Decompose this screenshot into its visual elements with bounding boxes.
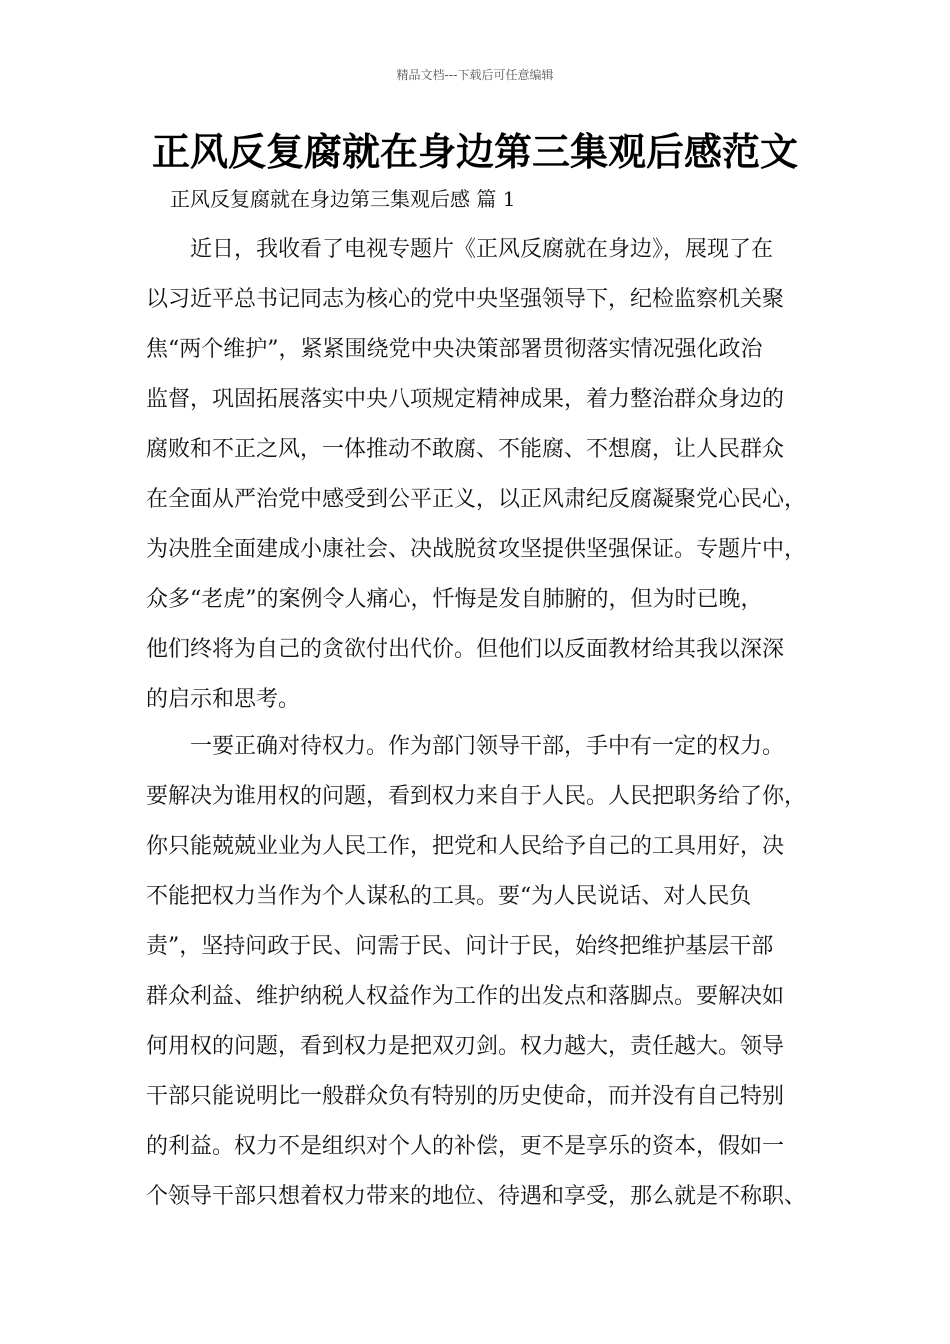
header-note: 精品文档---下载后可任意编辑 xyxy=(396,68,554,82)
paragraph-line: 责”，坚持问政于民、问需于民、问计于民，始终把维护基层干部 xyxy=(146,934,774,959)
document-title: 正风反复腐就在身边第三集观后感范文 xyxy=(151,129,798,174)
paragraph-line: 为决胜全面建成小康社会、决战脱贫攻坚提供坚强保证。专题片中， xyxy=(146,537,807,562)
paragraph-line: 以习近平总书记同志为核心的党中央坚强领导下，纪检监察机关聚 xyxy=(146,287,785,312)
paragraph-line: 不能把权力当作为个人谋私的工具。要“为人民说话、对人民负 xyxy=(146,884,752,909)
paragraph-line: 监督，巩固拓展落实中央八项规定精神成果，着力整治群众身边的 xyxy=(146,387,785,412)
document-subtitle: 正风反复腐就在身边第三集观后感 篇 1 xyxy=(170,187,516,211)
paragraph-line: 近日，我收看了电视专题片《正风反腐就在身边》，展现了在 xyxy=(190,237,774,262)
paragraph-line: 何用权的问题，看到权力是把双刃剑。权力越大，责任越大。领导 xyxy=(146,1034,785,1059)
paragraph-line: 要解决为谁用权的问题，看到权力来自于人民。人民把职务给了你， xyxy=(146,784,807,809)
paragraph-line: 焦“两个维护”，紧紧围绕党中央决策部署贯彻落实情况强化政治 xyxy=(146,337,763,362)
paragraph-2 xyxy=(146,722,826,1222)
paragraph-line: 干部只能说明比一般群众负有特别的历史使命，而并没有自己特别 xyxy=(146,1084,785,1109)
paragraph-line: 众多“老虎”的案例令人痛心，忏悔是发自肺腑的，但为时已晚， xyxy=(146,587,763,612)
paragraph-line: 群众利益、维护纳税人权益作为工作的出发点和落脚点。要解决如 xyxy=(146,984,785,1009)
paragraph-line: 的利益。权力不是组织对个人的补偿，更不是享乐的资本，假如一 xyxy=(146,1134,785,1159)
paragraph-1 xyxy=(146,225,826,725)
paragraph-line: 一要正确对待权力。作为部门领导干部，手中有一定的权力。 xyxy=(190,734,785,759)
paragraph-line: 他们终将为自己的贪欲付出代价。但他们以反面教材给其我以深深 xyxy=(146,637,785,662)
paragraph-line: 你只能兢兢业业为人民工作，把党和人民给予自己的工具用好，决 xyxy=(146,834,785,859)
paragraph-line: 个领导干部只想着权力带来的地位、待遇和享受，那么就是不称职、 xyxy=(146,1184,807,1209)
paragraph-line: 在全面从严治党中感受到公平正义，以正风肃纪反腐凝聚党心民心， xyxy=(146,487,807,512)
paragraph-line: 的启示和思考。 xyxy=(146,687,301,712)
paragraph-line: 腐败和不正之风，一体推动不敢腐、不能腐、不想腐，让人民群众 xyxy=(146,437,785,462)
